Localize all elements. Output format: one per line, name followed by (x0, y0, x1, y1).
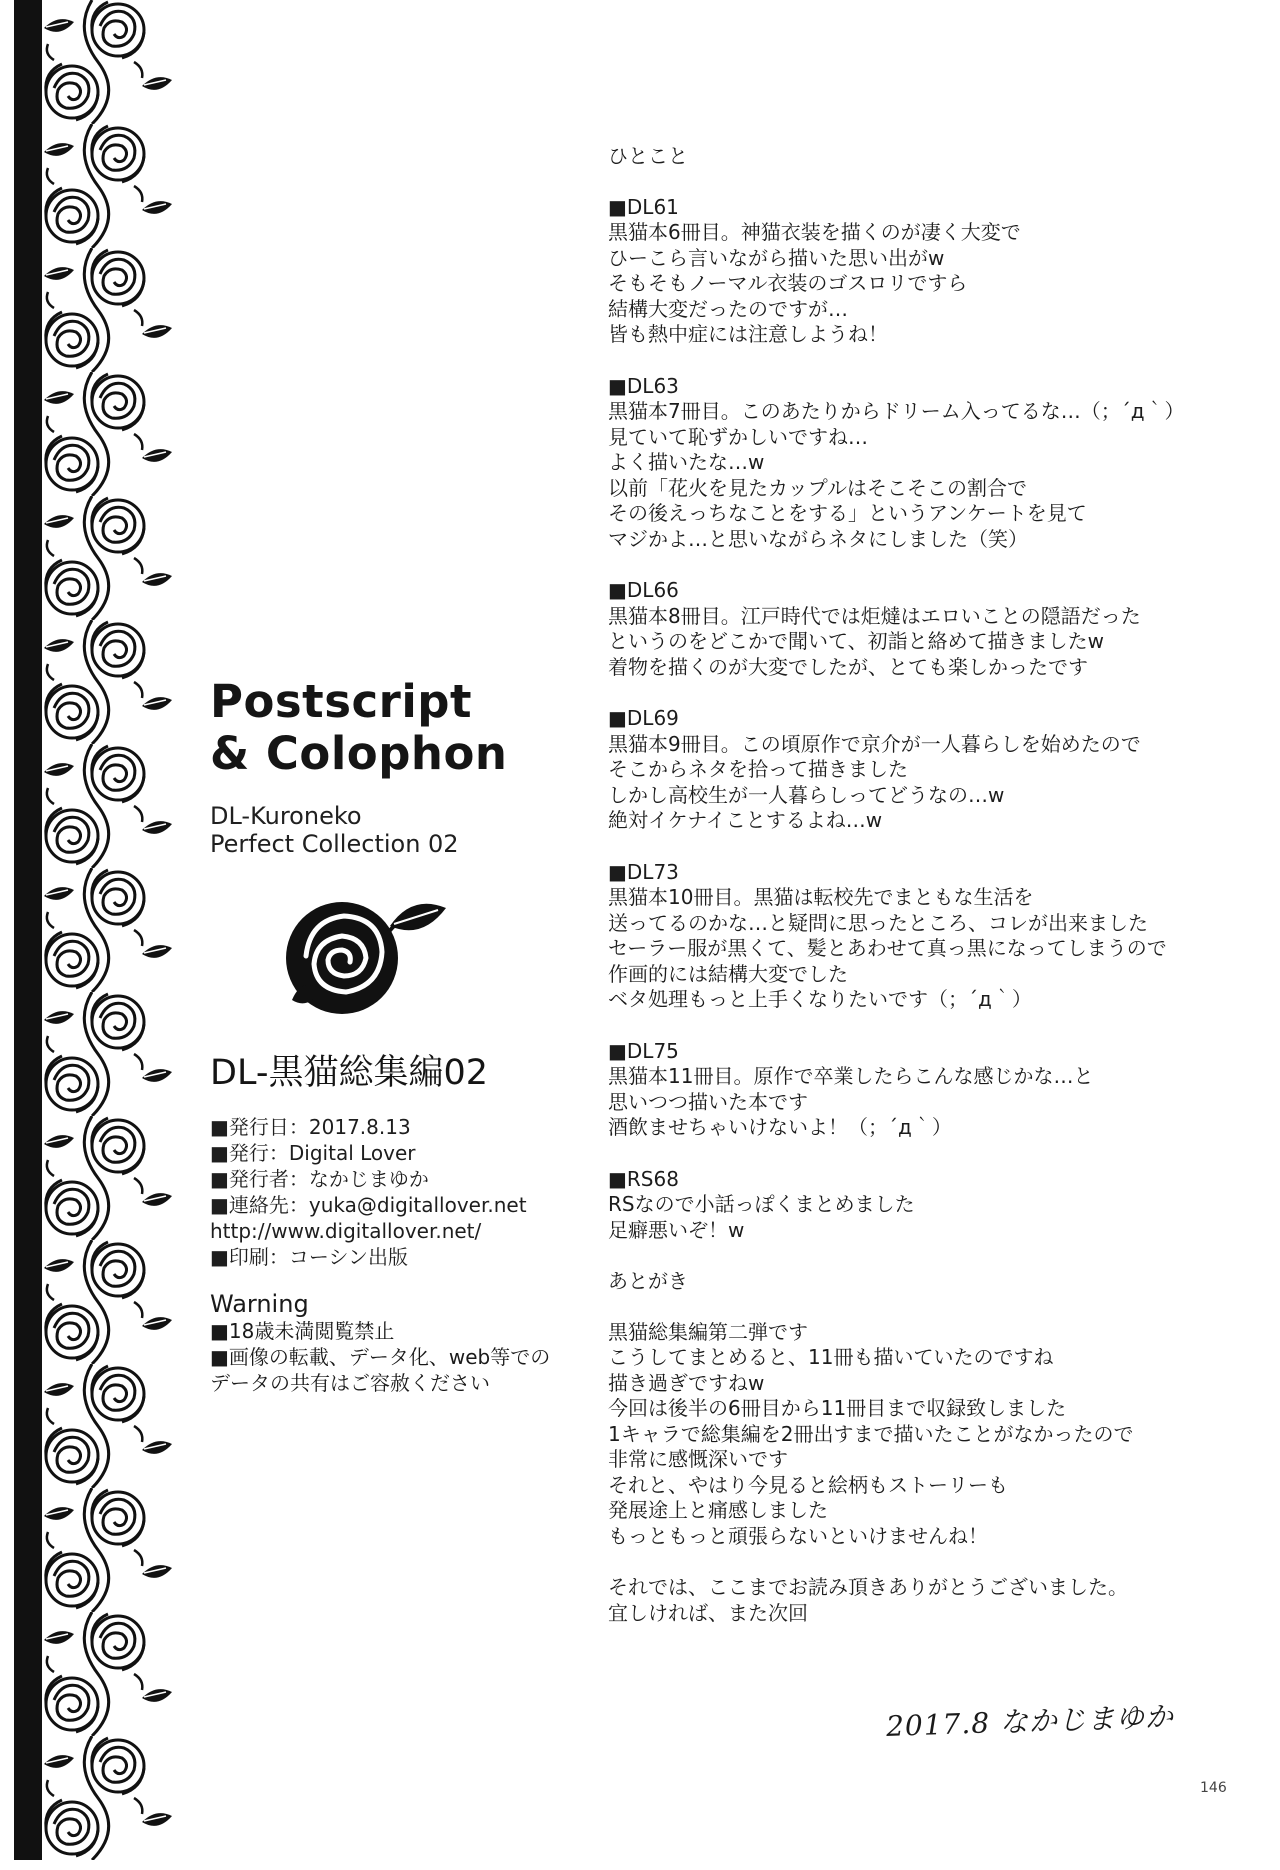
afterword-line: それと、やはり今見ると絵柄もストーリーも (608, 1472, 1008, 1497)
warning-line: ■画像の転載、データ化、web等での (210, 1345, 551, 1369)
contact-email: ■連絡先：yuka@digitallover.net (210, 1193, 527, 1217)
note-section-rs68 (608, 1167, 1248, 1244)
section-line: 以前「花火を見たカップルはそこそこの割合で (608, 475, 1027, 500)
colophon-block (210, 676, 630, 1396)
section-line: 黒猫本7冊目。このあたりからドリーム入ってるな…（；´д｀） (608, 399, 1185, 423)
book-title: DL-黒猫総集編02 (210, 1053, 489, 1093)
section-line: 結構大変だったのですが… (608, 296, 848, 321)
section-line: マジかよ…と思いながらネタにしました（笑） (608, 526, 1028, 551)
section-title: ■DL66 (608, 578, 679, 602)
printer: ■印刷：コーシン出版 (210, 1245, 408, 1269)
rose-emblem-icon (262, 880, 462, 1030)
closing-line: 宜しければ、また次回 (608, 1600, 808, 1625)
section-line: 黒猫本9冊目。この頃原作で京介が一人暮らしを始めたので (608, 731, 1141, 756)
section-line: よく描いたな…w (608, 450, 765, 474)
section-line: セーラー服が黒くて、髪とあわせて真っ黒になってしまうので (608, 936, 1167, 960)
afterword-line: 非常に感慨深いです (608, 1447, 788, 1471)
afterword-line: 発展途上と痛感しました (608, 1498, 828, 1522)
afterword-body (608, 1320, 1248, 1550)
section-line: 黒猫本11冊目。原作で卒業したらこんな感じかな…と (608, 1064, 1094, 1088)
note-section-dl73 (608, 860, 1248, 1013)
section-line: 見ていて恥ずかしいですね… (608, 424, 868, 449)
section-line: RSなので小話っぽくまとめました (608, 1192, 915, 1216)
section-line: 酒飲ませちゃいけないよ！（；´д｀） (608, 1115, 952, 1139)
notes-heading: ひとこと (608, 144, 688, 168)
warning-line: ■18歳未満閲覧禁止 (210, 1319, 395, 1343)
subtitle-line-1: DL-Kuroneko (210, 802, 362, 830)
section-line: しかし高校生が一人暮らしってどうなの…w (608, 782, 1005, 807)
note-section-dl66 (608, 578, 1248, 680)
section-line: 絶対イケナイことするよね…w (608, 808, 883, 832)
section-line: 着物を描くのが大変でしたが、とても楽しかったです (608, 654, 1088, 679)
section-line: 足癖悪いぞ！w (608, 1217, 745, 1242)
section-line: というのをどこかで聞いて、初詣と絡めて描きましたw (608, 629, 1104, 653)
section-line: 皆も熱中症には注意しようね！ (608, 322, 888, 346)
rose-border-decoration (14, 0, 174, 1860)
website-url: http://www.digitallover.net/ (210, 1219, 482, 1243)
warning-list (210, 1318, 630, 1396)
section-line: そもそもノーマル衣装のゴスロリですら (608, 271, 968, 295)
notes-column (608, 144, 1248, 1626)
publish-date: ■発行日：2017.8.13 (210, 1115, 411, 1139)
section-line: そこからネタを拾って描きました (608, 757, 908, 781)
publication-info (210, 1114, 630, 1270)
section-line: 思いつつ描いた本です (608, 1089, 808, 1114)
section-title: ■DL75 (608, 1038, 679, 1063)
section-title: ■DL63 (608, 373, 679, 398)
afterword-line: 今回は後半の6冊目から11冊目まで収録致しました (608, 1396, 1067, 1420)
note-section-dl75 (608, 1039, 1248, 1141)
page-number: 146 (1200, 1780, 1227, 1796)
closing-line: それでは、ここまでお読み頂きありがとうございました。 (608, 1575, 1128, 1599)
closing-message (608, 1575, 1248, 1626)
section-line: 作画的には結構大変でした (608, 961, 848, 986)
author: ■発行者：なかじまゆか (210, 1167, 429, 1191)
publisher: ■発行：Digital Lover (210, 1141, 416, 1165)
afterword-line: 黒猫総集編第二弾です (608, 1319, 808, 1344)
section-title: ■DL73 (608, 859, 679, 884)
note-section-dl69 (608, 706, 1248, 834)
note-section-dl61 (608, 195, 1248, 348)
section-line: その後えっちなことをする」というアンケートを見て (608, 501, 1087, 525)
section-title: ■DL61 (608, 194, 679, 219)
note-section-dl63 (608, 374, 1248, 553)
section-line: 送ってるのかな…と疑問に思ったところ、コレが出来ました (608, 910, 1148, 935)
afterword-heading: あとがき (608, 1269, 688, 1293)
subtitle-line-2: Perfect Collection 02 (210, 830, 459, 858)
afterword-line: もっともっと頑張らないといけませんね！ (608, 1523, 988, 1548)
afterword-line: 1キャラで総集編を2冊出すまで描いたことがなかったので (608, 1421, 1134, 1446)
afterword-line: 描き過ぎですねw (608, 1370, 765, 1395)
warning-heading: Warning (210, 1290, 309, 1318)
section-line: 黒猫本8冊目。江戸時代では炬燵はエロいことの隠語だった (608, 603, 1141, 628)
handwritten-signature: 2017.8 なかじまゆか (885, 1699, 1175, 1744)
section-line: 黒猫本10冊目。黒猫は転校先でまともな生活を (608, 885, 1034, 909)
section-title: ■DL69 (608, 706, 679, 730)
section-title: ■RS68 (608, 1166, 679, 1191)
section-line: ベタ処理もっと上手くなりたいです（；´д｀） (608, 987, 1032, 1011)
afterword-line: こうしてまとめると、11冊も描いていたのですね (608, 1345, 1054, 1369)
title-line-1: Postscript (210, 675, 472, 728)
warning-line: データの共有はご容赦ください (210, 1371, 490, 1395)
section-line: ひーこら言いながら描いた思い出がw (608, 245, 945, 270)
title-line-2: & Colophon (210, 727, 508, 780)
section-line: 黒猫本6冊目。神猫衣装を描くのが凄く大変で (608, 220, 1021, 244)
